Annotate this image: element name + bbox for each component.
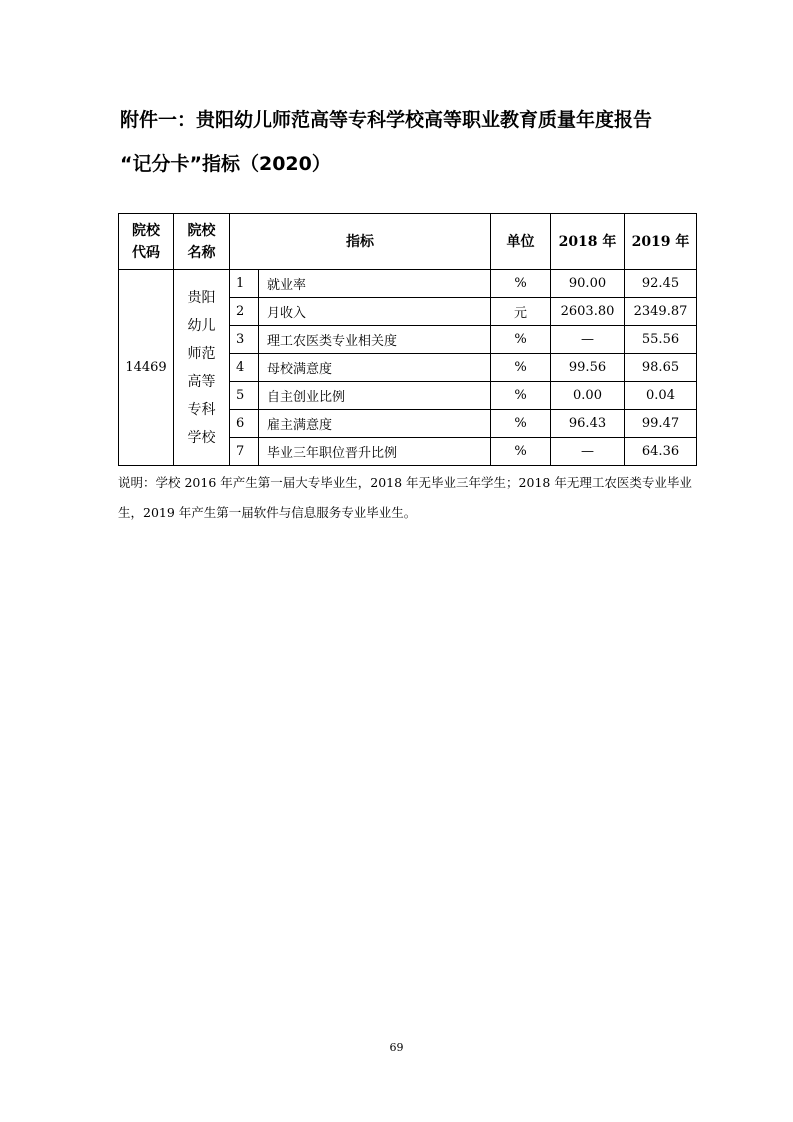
value-2019-cell: 99.47 (625, 410, 697, 438)
value-2019-cell: 55.56 (625, 326, 697, 354)
row-number-cell: 1 (230, 270, 259, 298)
row-number-cell: 2 (230, 298, 259, 326)
value-2018-cell: — (551, 326, 625, 354)
value-2018-cell: — (551, 438, 625, 466)
scorecard-table (118, 213, 697, 466)
indicator-cell: 雇主满意度 (259, 410, 491, 438)
header-indicator: 指标 (230, 214, 491, 270)
unit-cell: % (491, 382, 551, 410)
unit-cell: % (491, 326, 551, 354)
unit-cell: % (491, 270, 551, 298)
value-2019-cell: 2349.87 (625, 298, 697, 326)
table-header-row (119, 214, 697, 270)
indicator-cell: 毕业三年职位晋升比例 (259, 438, 491, 466)
page-number: 69 (389, 1041, 404, 1054)
value-2018-cell: 90.00 (551, 270, 625, 298)
header-2018: 2018 年 (551, 214, 625, 270)
header-school-code: 院校代码 (119, 214, 174, 270)
document-title-line2: “记分卡”指标（2020） (120, 153, 331, 175)
indicator-cell: 就业率 (259, 270, 491, 298)
header-2019: 2019 年 (625, 214, 697, 270)
unit-cell: % (491, 410, 551, 438)
value-2018-cell: 96.43 (551, 410, 625, 438)
header-unit: 单位 (491, 214, 551, 270)
row-number-cell: 5 (230, 382, 259, 410)
table-row (119, 270, 697, 298)
row-number-cell: 4 (230, 354, 259, 382)
table-note: 说明：学校 2016 年产生第一届大专毕业生，2018 年无毕业三年学生；2018 年无理工农医类专业毕业生，2019 年产生第一届软件与信息服务专业毕业生。 (118, 475, 692, 520)
row-number-cell: 6 (230, 410, 259, 438)
value-2019-cell: 0.04 (625, 382, 697, 410)
row-number-cell: 3 (230, 326, 259, 354)
row-number-cell: 7 (230, 438, 259, 466)
indicator-cell: 理工农医类专业相关度 (259, 326, 491, 354)
school-name-cell (174, 270, 230, 466)
value-2019-cell: 98.65 (625, 354, 697, 382)
value-2019-cell: 64.36 (625, 438, 697, 466)
indicator-cell: 自主创业比例 (259, 382, 491, 410)
unit-cell: 元 (491, 298, 551, 326)
value-2018-cell: 2603.80 (551, 298, 625, 326)
header-school-name: 院校名称 (174, 214, 230, 270)
value-2018-cell: 99.56 (551, 354, 625, 382)
document-title-line1: 附件一：贵阳幼儿师范高等专科学校高等职业教育质量年度报告 (120, 109, 653, 131)
school-code-cell: 14469 (119, 270, 174, 466)
indicator-cell: 月收入 (259, 298, 491, 326)
value-2018-cell: 0.00 (551, 382, 625, 410)
school-name-text: 贵阳幼儿师范高等专科学校 (187, 289, 216, 446)
value-2019-cell: 92.45 (625, 270, 697, 298)
unit-cell: % (491, 354, 551, 382)
unit-cell: % (491, 438, 551, 466)
indicator-cell: 母校满意度 (259, 354, 491, 382)
